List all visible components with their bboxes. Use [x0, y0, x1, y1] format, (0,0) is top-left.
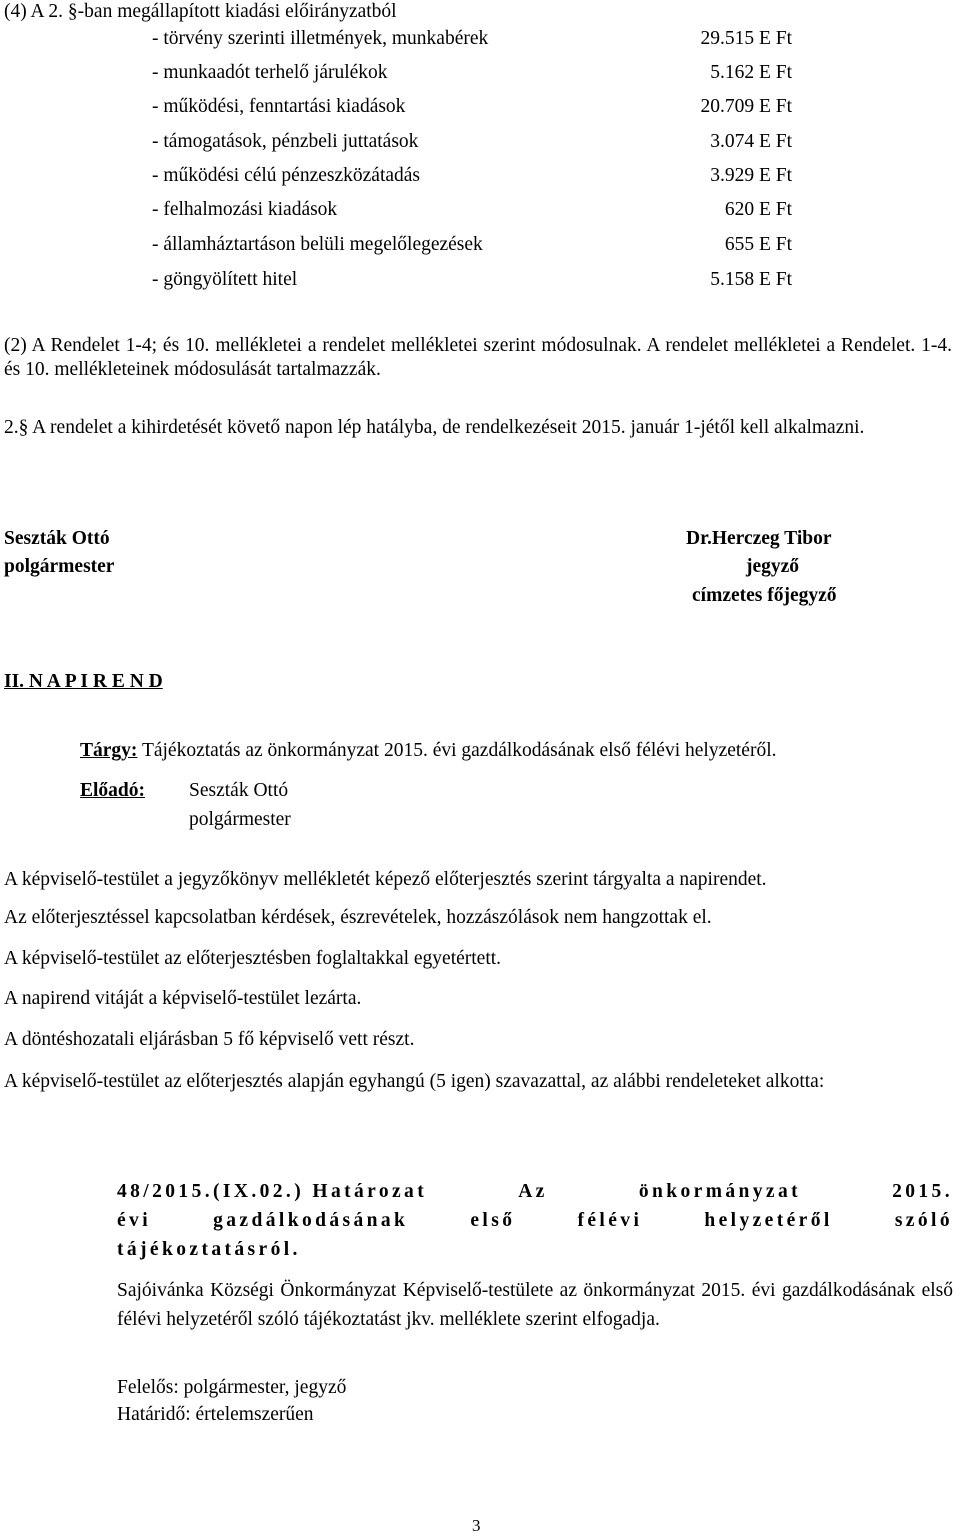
agenda-heading: II. N A P I R E N D [4, 671, 163, 692]
budget-line-label: - működési célú pénzeszközátadás [152, 165, 421, 186]
body-paragraph: A döntéshozatali eljárásban 5 fő képviselő vett részt. [4, 1029, 415, 1050]
paragraph-amendment: (2) A Rendelet 1-4; és 10. mellékletei a rendelet mellékletei szerint módosulnak. A rendelet mellékletei a Rendelet. 1-4. és 10. mellékleteinek módosulását tartalmazzák. [4, 335, 952, 380]
resolution-deadline: Határidő: értelemszerűen [117, 1404, 314, 1425]
budget-line-amount: 20.709 E Ft [700, 96, 792, 117]
resolution-text: Sajóivánka Községi Önkormányzat Képviselő-testülete az önkormányzat 2015. évi gazdálkodásának első félévi helyzetéről szóló tájékoztatást jkv. melléklete szerint elfogadja. [117, 1280, 953, 1330]
agenda-presenter-title: polgármester [189, 809, 291, 830]
budget-line-label: - támogatások, pénzbeli juttatások [152, 131, 419, 152]
resolution-title-line: évi gazdálkodásának első félévi helyzetéről szóló [117, 1210, 953, 1231]
budget-line-amount: 655 E Ft [724, 234, 792, 255]
resolution-title [117, 1180, 953, 1262]
agenda-presenter-label: Előadó: [80, 780, 146, 801]
agenda-presenter-name: Seszták Ottó [189, 780, 289, 801]
budget-line [152, 164, 792, 190]
budget-line-amount: 3.929 E Ft [710, 165, 792, 186]
agenda-subject [80, 739, 777, 763]
budget-line-amount: 3.074 E Ft [710, 131, 792, 152]
resolution-title-line: 48/2015.(IX.02.) Határozat Az önkormányzat 2015. [117, 1181, 953, 1202]
resolution-title-line: tájékoztatásról. [117, 1239, 301, 1260]
budget-line-label: - államháztartáson belüli megelőlegezések [152, 234, 483, 255]
section-heading: (4) A 2. §-ban megállapított kiadási előirányzatból [4, 1, 397, 22]
body-paragraph: A képviselő-testület az előterjesztés alapján egyhangú (5 igen) szavazattal, az alábbi rendeleteket alkotta: [4, 1071, 825, 1092]
body-paragraph: A képviselő-testület az előterjesztésben foglaltakkal egyetértett. [4, 948, 502, 969]
budget-line-amount: 5.158 E Ft [710, 269, 792, 290]
budget-line [152, 198, 792, 224]
paragraph-entry-into-force: 2.§ A rendelet a kihirdetését követő napon lép hatályba, de rendelkezéseit 2015. január 1-jétől kell alkalmazni. [4, 417, 865, 438]
signature-right-title: jegyző [746, 556, 800, 577]
budget-line-label: - felhalmozási kiadások [152, 199, 338, 220]
budget-line-label: - göngyölített hitel [152, 269, 298, 290]
resolution-responsible: Felelős: polgármester, jegyző [117, 1377, 347, 1398]
budget-line-label: - munkaadót terhelő járulékok [152, 62, 388, 83]
budget-line [152, 130, 792, 156]
agenda-subject-label: Tárgy: [80, 740, 138, 761]
budget-line-label: - működési, fenntartási kiadások [152, 96, 406, 117]
budget-line-amount: 29.515 E Ft [700, 28, 792, 49]
budget-line [152, 95, 792, 121]
signature-left-name: Seszták Ottó [4, 528, 110, 549]
body-paragraph: A napirend vitáját a képviselő-testület lezárta. [4, 988, 362, 1009]
budget-line [152, 268, 792, 294]
signature-left-title: polgármester [4, 556, 115, 577]
budget-line [152, 233, 792, 259]
signature-right-name: Dr.Herczeg Tibor [686, 528, 832, 549]
budget-line [152, 61, 792, 87]
budget-line-amount: 5.162 E Ft [710, 62, 792, 83]
budget-line [152, 27, 792, 53]
budget-line-amount: 620 E Ft [724, 199, 792, 220]
signature-right-subtitle: címzetes főjegyző [692, 585, 837, 606]
body-paragraph: A képviselő-testület a jegyzőkönyv mellékletét képező előterjesztés szerint tárgyalta a napirendet. [4, 869, 767, 890]
budget-line-label: - törvény szerinti illetmények, munkabérek [152, 28, 489, 49]
page-number: 3 [472, 1516, 481, 1535]
agenda-subject-text: Tájékoztatás az önkormányzat 2015. évi gazdálkodásának első félévi helyzetéről. [141, 740, 777, 761]
body-paragraph: Az előterjesztéssel kapcsolatban kérdések, észrevételek, hozzászólások nem hangzottak el. [4, 907, 712, 928]
